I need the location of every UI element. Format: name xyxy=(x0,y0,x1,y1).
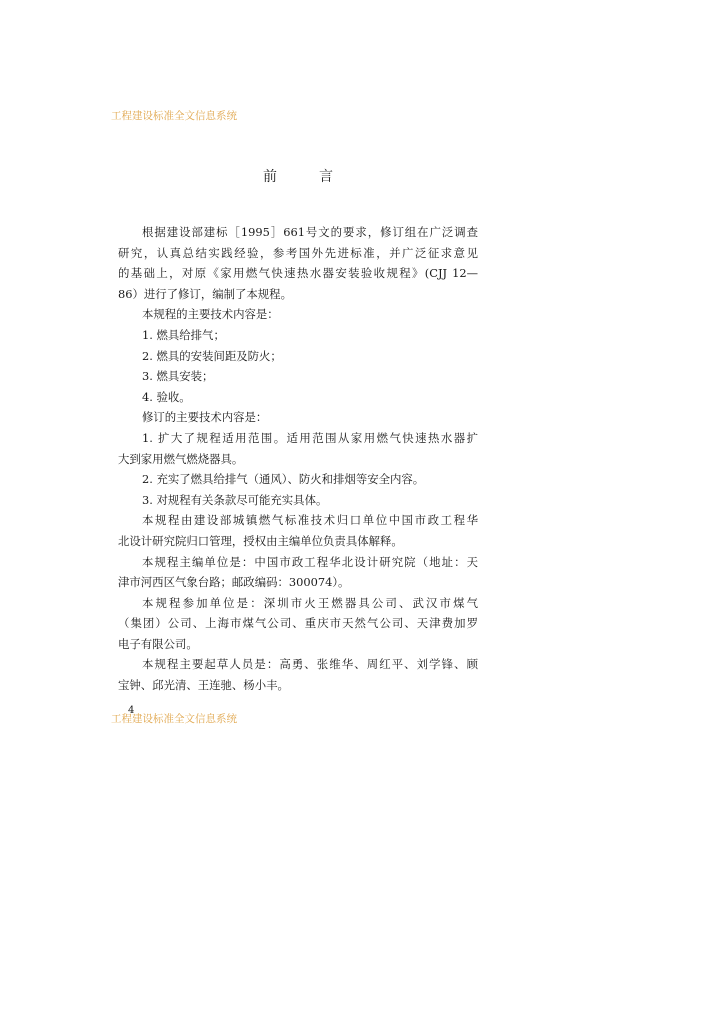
paragraph-line: 研究，认真总结实践经验，参考国外先进标准，并广泛征求意见 xyxy=(118,245,478,260)
paragraph-line: （集团）公司、上海市煤气公司、重庆市天然气公司、天津费加罗 xyxy=(118,616,478,631)
paragraph-line: 宝钟、邱光清、王连驰、杨小丰。 xyxy=(118,678,289,693)
page-title xyxy=(263,166,333,186)
paragraph-line: 根据建设部建标［1995］661号文的要求，修订组在广泛调查 xyxy=(142,225,478,239)
paragraph-line: 电子有限公司。 xyxy=(118,636,198,651)
watermark-bottom: 工程建设标准全文信息系统 xyxy=(111,713,237,725)
paragraph-line: 的基础上，对原《家用燃气快速热水器安装验收规程》(CJJ 12— xyxy=(118,266,478,281)
title-char-1: 前 xyxy=(263,169,277,185)
paragraph-line: 修订的主要技术内容是： xyxy=(142,410,268,425)
list-item: 3. 燃具安装； xyxy=(142,369,214,384)
paragraph-line: 北设计研究院归口管理，授权由主编单位负责具体解释。 xyxy=(118,533,403,548)
paragraph-line: 本规程主编单位是：中国市政工程华北设计研究院（地址：天 xyxy=(142,554,478,569)
paragraph-line: 本规程由建设部城镇燃气标准技术归口单位中国市政工程华 xyxy=(142,513,478,528)
list-item: 2. 燃具的安装间距及防火； xyxy=(142,348,282,363)
list-item: 1. 扩大了规程适用范围。适用范围从家用燃气快速热水器扩 xyxy=(142,430,478,445)
page-number: 4 xyxy=(128,705,135,716)
preface-body xyxy=(118,222,478,696)
paragraph-line: 本规程参加单位是：深圳市火王燃器具公司、武汉市煤气 xyxy=(142,595,478,610)
paragraph-line: 津市河西区气象台路；邮政编码：300074）。 xyxy=(118,575,350,590)
title-char-2: 言 xyxy=(319,169,333,185)
list-item: 1. 燃具给排气； xyxy=(142,327,225,342)
paragraph-line: 本规程的主要技术内容是： xyxy=(142,307,279,322)
paragraph-line: 本规程主要起草人员是：高勇、张维华、周红平、刘学锋、顾 xyxy=(142,657,478,672)
watermark-top: 工程建设标准全文信息系统 xyxy=(111,110,237,122)
paragraph-line: 86）进行了修订，编制了本规程。 xyxy=(118,286,292,301)
list-item: 2. 充实了燃具给排气（通风）、防火和排烟等安全内容。 xyxy=(142,472,425,487)
list-item: 3. 对规程有关条款尽可能充实具体。 xyxy=(142,492,328,507)
list-item: 4. 验收。 xyxy=(142,389,191,404)
paragraph-line: 大到家用燃气燃烧器具。 xyxy=(118,451,244,466)
